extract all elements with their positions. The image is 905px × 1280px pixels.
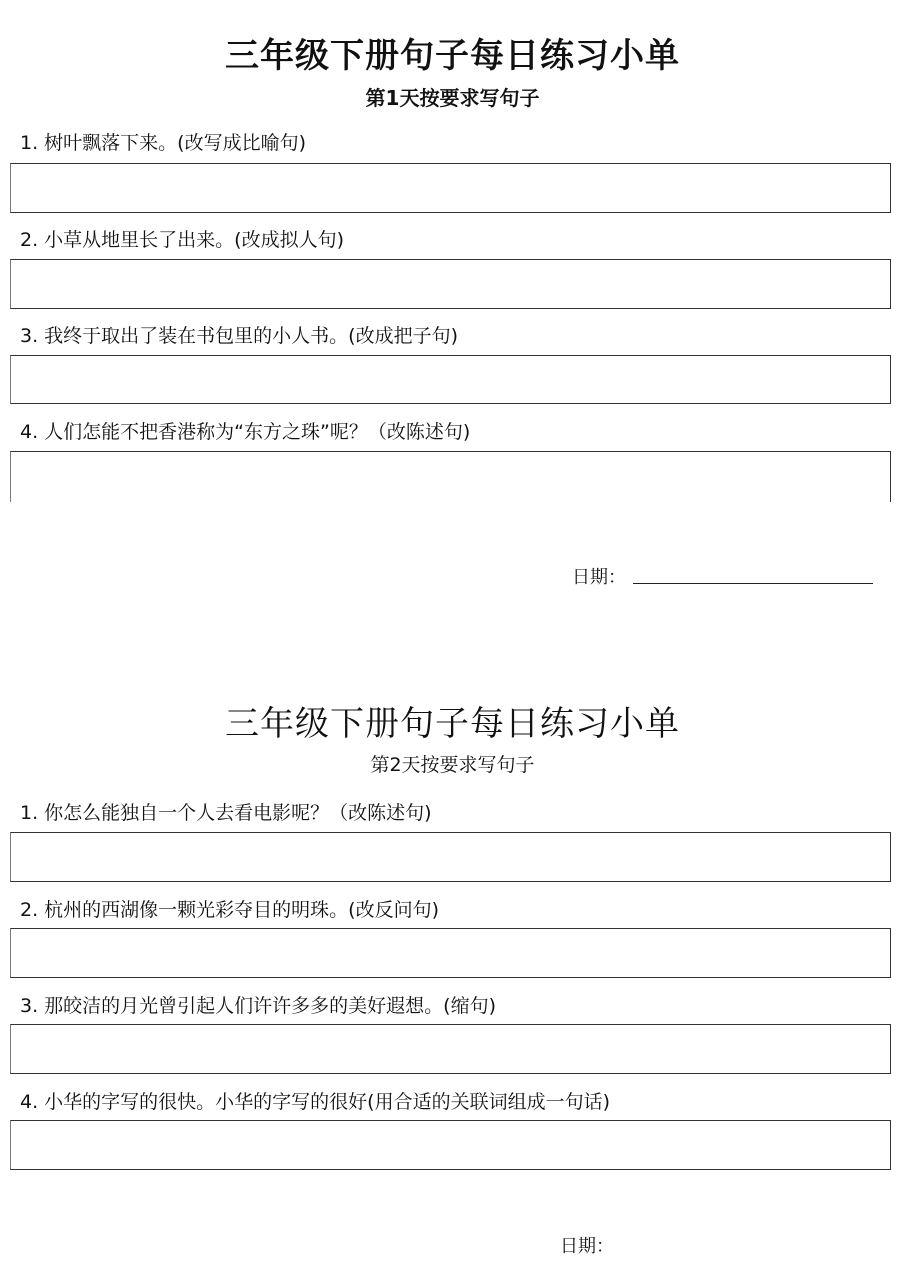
sheet1-date-label: 日期： bbox=[572, 567, 626, 588]
sheet1-answer-box-1[interactable] bbox=[10, 163, 891, 213]
sheet2-question-1: 1. 你怎么能独自一个人去看电影呢？（改陈述句) bbox=[20, 802, 432, 824]
sheet1-question-4: 4. 人们怎能不把香港称为“东方之珠”呢？（改陈述句) bbox=[20, 421, 471, 443]
sheet2-answer-box-4[interactable] bbox=[10, 1120, 891, 1170]
sheet2-answer-box-3[interactable] bbox=[10, 1024, 891, 1074]
sheet2-question-4: 4. 小华的字写的很快。小华的字写的很好(用合适的关联词组成一句话) bbox=[20, 1091, 610, 1113]
sheet2-question-3: 3. 那皎洁的月光曾引起人们许许多多的美好遐想。(缩句) bbox=[20, 995, 496, 1017]
sheet1-subtitle: 第1天按要求写句子 bbox=[365, 86, 540, 110]
sheet2-title: 三年级下册句子每日练习小单 bbox=[225, 704, 680, 744]
sheet2-answer-box-2[interactable] bbox=[10, 928, 891, 978]
sheet1-answer-box-4[interactable] bbox=[10, 451, 891, 502]
sheet2-answer-box-1[interactable] bbox=[10, 832, 891, 882]
sheet1-question-3: 3. 我终于取出了装在书包里的小人书。(改成把子句) bbox=[20, 325, 458, 347]
sheet1-answer-box-2[interactable] bbox=[10, 259, 891, 309]
sheet2-subtitle: 第2天按要求写句子 bbox=[370, 754, 535, 776]
sheet1-question-2: 2. 小草从地里长了出来。(改成拟人句) bbox=[20, 229, 344, 251]
sheet2-question-2: 2. 杭州的西湖像一颗光彩夺目的明珠。(改反问句) bbox=[20, 899, 439, 921]
sheet1-question-1: 1. 树叶飘落下来。(改写成比喻句) bbox=[20, 132, 306, 154]
sheet1-answer-box-3[interactable] bbox=[10, 355, 891, 404]
sheet1-date-line[interactable] bbox=[633, 583, 873, 584]
sheet1-title: 三年级下册句子每日练习小单 bbox=[225, 36, 680, 76]
sheet2-date-label: 日期： bbox=[560, 1236, 614, 1257]
